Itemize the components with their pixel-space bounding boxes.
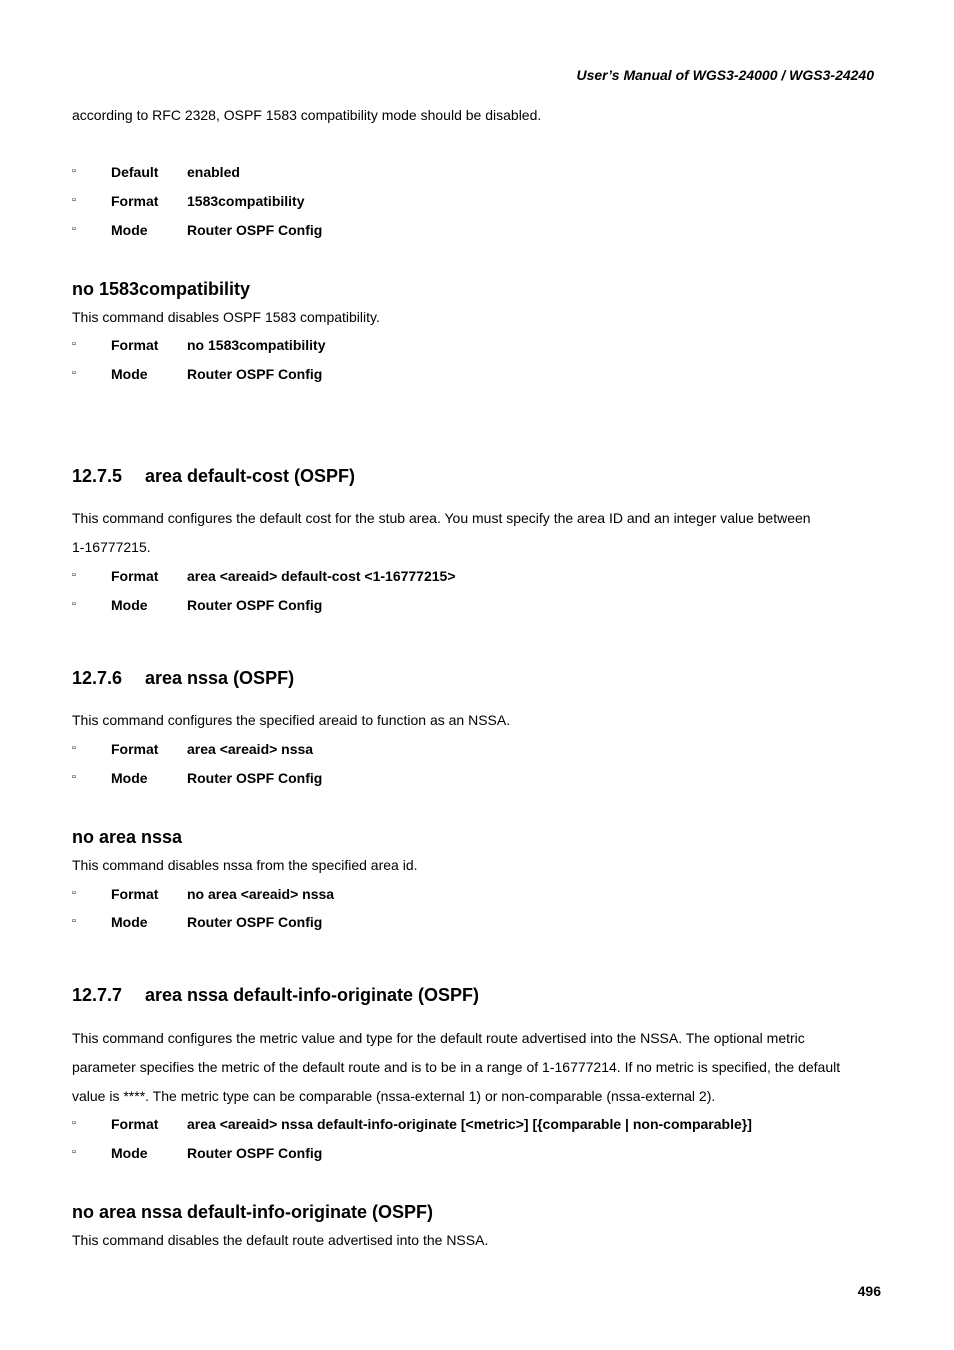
row-value: area <areaid> nssa default-info-originate [<metric>] [{comparable | non-comparable}] — [187, 1116, 752, 1132]
no-default-info-description: This command disables the default route advertised into the NSSA. — [72, 1232, 489, 1248]
bullet-icon: ▫ — [72, 569, 76, 581]
paragraph-line: This command configures the default cost for the stub area. You must specify the area ID and an integer value between — [72, 510, 811, 526]
bullet-icon: ▫ — [72, 887, 76, 899]
bullet-icon: ▫ — [72, 1117, 76, 1129]
row-key: Mode — [111, 222, 148, 238]
bullet-icon: ▫ — [72, 367, 76, 379]
row-key: Mode — [111, 366, 148, 382]
row-key: Format — [111, 886, 159, 902]
paragraph-line: value is ****. The metric type can be comparable (nssa-external 1) or non-comparable (nssa-external 2). — [72, 1088, 716, 1104]
intro-paragraph: according to RFC 2328, OSPF 1583 compatibility mode should be disabled. — [72, 107, 542, 123]
row-key: Format — [111, 1116, 159, 1132]
row-value: Router OSPF Config — [187, 914, 323, 930]
bullet-icon: ▫ — [72, 742, 76, 754]
paragraph-line: parameter specifies the metric of the default route and is to be in a range of 1-16777214. If no metric is specified, the default — [72, 1059, 841, 1075]
paragraph-line: 1-16777215. — [72, 539, 151, 555]
section-12-7-6-description: This command configures the specified areaid to function as an NSSA. — [72, 712, 511, 728]
row-value: no area <areaid> nssa — [187, 886, 335, 902]
row-value: Router OSPF Config — [187, 1145, 323, 1161]
row-value: area <areaid> nssa — [187, 741, 314, 757]
bullet-icon: ▫ — [72, 771, 76, 783]
subheading-no-1583compatibility: no 1583compatibility — [72, 279, 251, 299]
section-number: 12.7.7 — [72, 985, 123, 1005]
subheading-no-area-nssa: no area nssa — [72, 827, 183, 847]
section-heading-12-7-6 — [72, 668, 294, 689]
section-heading-12-7-7 — [72, 985, 479, 1006]
row-value: Router OSPF Config — [187, 222, 323, 238]
row-key: Format — [111, 568, 159, 584]
bullet-icon: ▫ — [72, 223, 76, 235]
bullet-icon: ▫ — [72, 165, 76, 177]
row-key: Format — [111, 193, 159, 209]
subheading-no-area-nssa-default-info-originate: no area nssa default-info-originate (OSPF) — [72, 1202, 434, 1222]
row-value: Router OSPF Config — [187, 770, 323, 786]
section-12-7-5-description — [72, 504, 872, 562]
row-key: Default — [111, 164, 159, 180]
row-key: Mode — [111, 1145, 148, 1161]
running-header: User’s Manual of WGS3-24000 / WGS3-24240 — [576, 67, 874, 83]
no-area-nssa-description: This command disables nssa from the specified area id. — [72, 857, 418, 873]
no-1583-description: This command disables OSPF 1583 compatibility. — [72, 309, 380, 325]
row-value: enabled — [187, 164, 240, 180]
section-title: area nssa (OSPF) — [145, 668, 295, 688]
row-key: Mode — [111, 597, 148, 613]
row-value: 1583compatibility — [187, 193, 305, 209]
paragraph-line: This command configures the metric value and type for the default route advertised into the NSSA. The optional metric — [72, 1030, 805, 1046]
row-value: Router OSPF Config — [187, 366, 323, 382]
section-title: area default-cost (OSPF) — [145, 466, 356, 486]
page-number: 496 — [857, 1283, 881, 1299]
section-number: 12.7.5 — [72, 466, 123, 486]
section-12-7-7-description — [72, 1024, 872, 1111]
row-key: Format — [111, 741, 159, 757]
bullet-icon: ▫ — [72, 915, 76, 927]
section-number: 12.7.6 — [72, 668, 123, 688]
row-key: Format — [111, 337, 159, 353]
bullet-icon: ▫ — [72, 598, 76, 610]
section-title: area nssa default-info-originate (OSPF) — [145, 985, 480, 1005]
row-key: Mode — [111, 914, 148, 930]
section-heading-12-7-5 — [72, 466, 355, 487]
row-value: no 1583compatibility — [187, 337, 326, 353]
row-key: Mode — [111, 770, 148, 786]
row-value: Router OSPF Config — [187, 597, 323, 613]
bullet-icon: ▫ — [72, 1146, 76, 1158]
bullet-icon: ▫ — [72, 194, 76, 206]
row-value: area <areaid> default-cost <1-16777215> — [187, 568, 456, 584]
bullet-icon: ▫ — [72, 338, 76, 350]
